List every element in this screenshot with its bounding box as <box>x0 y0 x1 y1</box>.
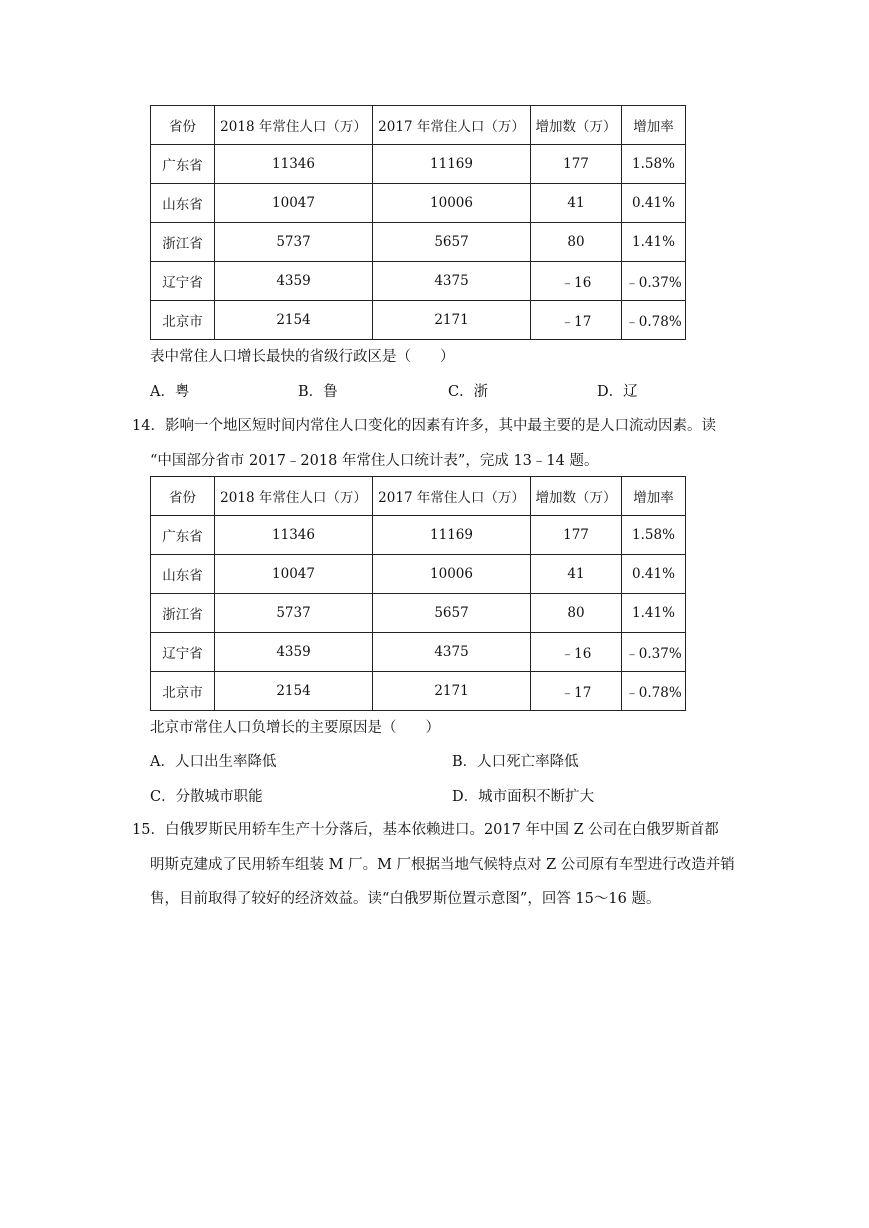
q14-stem: 北京市常住人口负增长的主要原因是（ ） <box>150 720 440 736</box>
q14-option-b: B．人口死亡率降低 <box>452 754 579 770</box>
table-cell: 2154 <box>215 672 373 711</box>
table-cell: 4375 <box>373 262 531 301</box>
table-cell: 11346 <box>215 145 373 184</box>
table-cell: 11169 <box>373 516 531 555</box>
table-cell: 5737 <box>215 223 373 262</box>
table-row <box>151 594 686 633</box>
table-cell: ﹣0.37% <box>622 633 686 672</box>
table-cell: 11169 <box>373 145 531 184</box>
table-cell: 80 <box>531 594 622 633</box>
table-cell: 浙江省 <box>151 223 215 262</box>
table-row <box>151 262 686 301</box>
table-cell: 1.58% <box>622 145 686 184</box>
table-cell: 北京市 <box>151 672 215 711</box>
table-cell: 10006 <box>373 555 531 594</box>
q14-intro-line-2: “中国部分省市 2017﹣2018 年常住人口统计表”，完成 13﹣14 题。 <box>150 453 599 469</box>
table-cell: 10047 <box>215 184 373 223</box>
table-cell: 0.41% <box>622 184 686 223</box>
table-cell: 广东省 <box>151 516 215 555</box>
table-cell: 10047 <box>215 555 373 594</box>
table-cell: 41 <box>531 555 622 594</box>
q15-line-2: 明斯克建成了民用轿车组装 M 厂。M 厂根据当地气候特点对 Z 公司原有车型进行改造并销 <box>150 857 735 873</box>
table-row <box>151 223 686 262</box>
table-cell: 41 <box>531 184 622 223</box>
table-row <box>151 184 686 223</box>
table-row <box>151 516 686 555</box>
header-cell: 2017 年常住人口（万） <box>373 106 531 145</box>
table-cell: ﹣17 <box>531 301 622 340</box>
population-table-1 <box>150 105 686 340</box>
table-cell: 80 <box>531 223 622 262</box>
header-cell: 2017 年常住人口（万） <box>373 477 531 516</box>
table-cell: 广东省 <box>151 145 215 184</box>
table-cell: ﹣16 <box>531 633 622 672</box>
table-cell: ﹣17 <box>531 672 622 711</box>
table-cell: 2154 <box>215 301 373 340</box>
table-cell: 1.58% <box>622 516 686 555</box>
table-cell: ﹣0.78% <box>622 672 686 711</box>
table-cell: 浙江省 <box>151 594 215 633</box>
table-cell: 4359 <box>215 262 373 301</box>
q14-option-a: A．人口出生率降低 <box>150 754 277 770</box>
q13-option-d: D．辽 <box>597 384 638 400</box>
table-cell: 5657 <box>373 223 531 262</box>
q15-line-3: 售，目前取得了较好的经济效益。读“白俄罗斯位置示意图”，回答 15～16 题。 <box>150 891 661 907</box>
table-cell: 山东省 <box>151 555 215 594</box>
q13-option-b: B．鲁 <box>298 384 338 400</box>
table-row <box>151 633 686 672</box>
q14-option-d: D．城市面积不断扩大 <box>452 789 595 805</box>
table-header-row <box>151 106 686 145</box>
header-cell: 增加数（万） <box>531 477 622 516</box>
table-cell: 1.41% <box>622 594 686 633</box>
q13-option-a: A．粤 <box>150 384 190 400</box>
table-cell: 11346 <box>215 516 373 555</box>
header-cell: 2018 年常住人口（万） <box>215 477 373 516</box>
header-cell: 增加数（万） <box>531 106 622 145</box>
table-row <box>151 672 686 711</box>
table-cell: 辽宁省 <box>151 262 215 301</box>
table-cell: 5657 <box>373 594 531 633</box>
header-cell: 2018 年常住人口（万） <box>215 106 373 145</box>
q14-intro-line-1: 14．影响一个地区短时间内常住人口变化的因素有许多，其中最主要的是人口流动因素。读 <box>132 418 716 434</box>
population-table-2 <box>150 476 686 711</box>
table-cell: 4375 <box>373 633 531 672</box>
table-cell: 辽宁省 <box>151 633 215 672</box>
table-header-row <box>151 477 686 516</box>
table-cell: ﹣0.37% <box>622 262 686 301</box>
q14-option-c: C．分散城市职能 <box>150 789 263 805</box>
table-cell: 10006 <box>373 184 531 223</box>
table-row <box>151 145 686 184</box>
table-cell: 177 <box>531 516 622 555</box>
table-cell: 177 <box>531 145 622 184</box>
table-cell: 2171 <box>373 301 531 340</box>
table-cell: ﹣16 <box>531 262 622 301</box>
table-cell: 0.41% <box>622 555 686 594</box>
header-cell: 增加率 <box>622 477 686 516</box>
table-cell: ﹣0.78% <box>622 301 686 340</box>
table-cell: 山东省 <box>151 184 215 223</box>
header-cell: 增加率 <box>622 106 686 145</box>
table-row <box>151 301 686 340</box>
header-cell: 省份 <box>151 477 215 516</box>
table-row <box>151 555 686 594</box>
q13-stem: 表中常住人口增长最快的省级行政区是（ ） <box>150 349 455 365</box>
table-cell: 北京市 <box>151 301 215 340</box>
header-cell: 省份 <box>151 106 215 145</box>
table-cell: 5737 <box>215 594 373 633</box>
table-cell: 4359 <box>215 633 373 672</box>
table-cell: 2171 <box>373 672 531 711</box>
q13-option-c: C．浙 <box>448 384 489 400</box>
table-cell: 1.41% <box>622 223 686 262</box>
q15-line-1: 15．白俄罗斯民用轿车生产十分落后，基本依赖进口。2017 年中国 Z 公司在白俄罗斯首都 <box>132 822 719 838</box>
